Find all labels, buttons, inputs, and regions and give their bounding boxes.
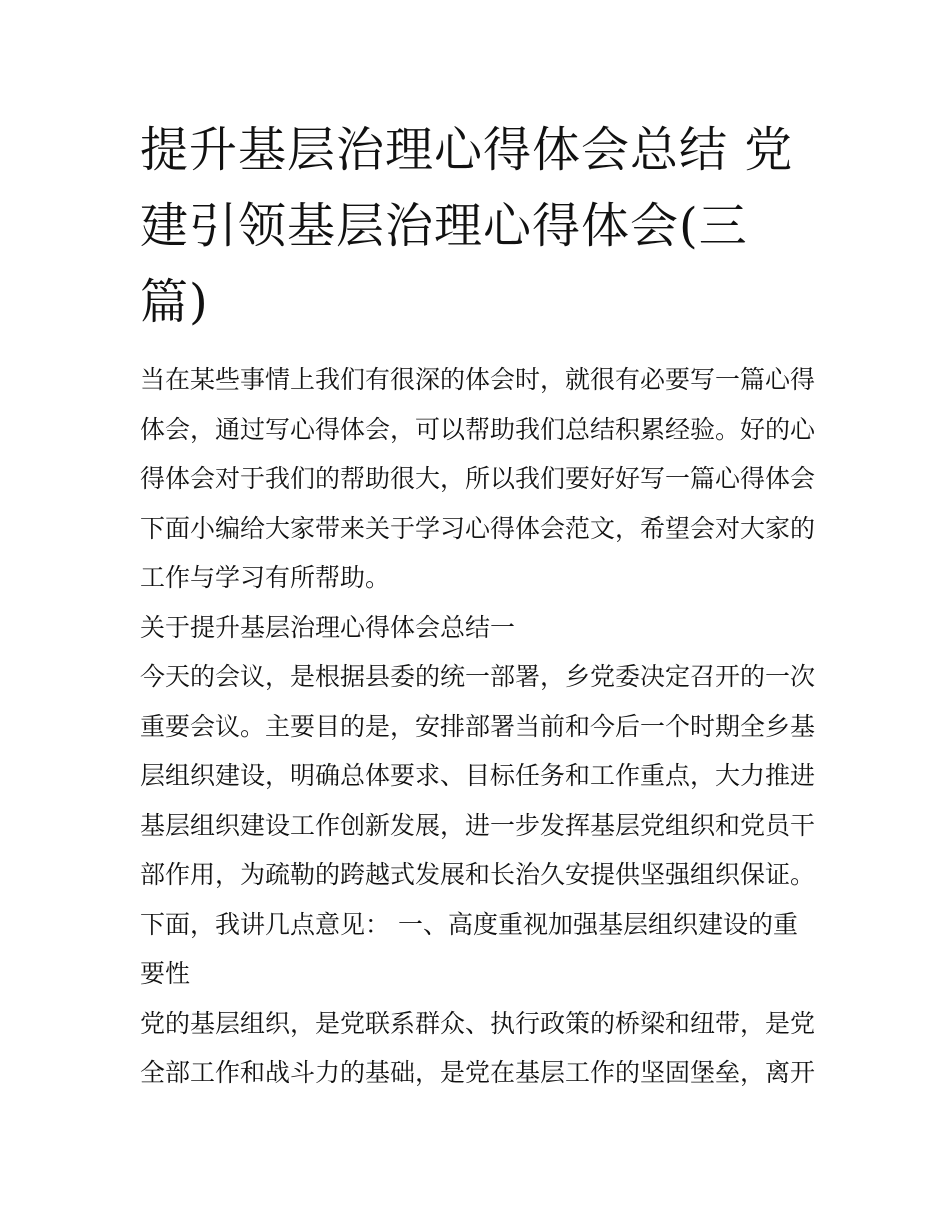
body-line: 全部工作和战斗力的基础，是党在基层工作的坚固堡垒，离开 — [140, 1058, 816, 1087]
body-line: 下面，我讲几点意见： 一、高度重视加强基层组织建设的重 — [140, 909, 798, 939]
body-line: 部作用，为疏勒的跨越式发展和长治久安提供坚强组织保证。 — [140, 860, 816, 889]
body-line: 体会，通过写心得体会，可以帮助我们总结积累经验。好的心 — [140, 414, 816, 444]
title-line: 建引领基层治理心得体会(三 — [140, 198, 748, 254]
body-line: 党的基层组织，是党联系群众、执行政策的桥梁和纽带，是党 — [140, 1008, 816, 1038]
body-line: 今天的会议，是根据县委的统一部署，乡党委决定召开的一次 — [140, 662, 816, 691]
body-line: 重要会议。主要目的是，安排部署当前和今后一个时期全乡基 — [140, 711, 816, 741]
title-line: 篇) — [140, 274, 209, 330]
body-line: 工作与学习有所帮助。 — [140, 563, 391, 592]
section-heading: 关于提升基层治理心得体会总结一 — [140, 612, 516, 642]
body-line: 要性 — [140, 959, 191, 988]
body-line: 当在某些事情上我们有很深的体会时，就很有必要写一篇心得 — [140, 365, 816, 394]
body-line: 得体会对于我们的帮助很大，所以我们要好好写一篇心得体会 — [140, 464, 816, 493]
document-body — [140, 355, 830, 1098]
body-line: 层组织建设，明确总体要求、目标任务和工作重点，大力推进 — [140, 761, 816, 790]
document-title — [140, 112, 820, 340]
body-line: 下面小编给大家带来关于学习心得体会范文，希望会对大家的 — [140, 513, 816, 543]
body-line: 基层组织建设工作创新发展，进一步发挥基层党组织和党员干 — [140, 810, 816, 840]
title-line: 提升基层治理心得体会总结 党 — [140, 122, 794, 178]
